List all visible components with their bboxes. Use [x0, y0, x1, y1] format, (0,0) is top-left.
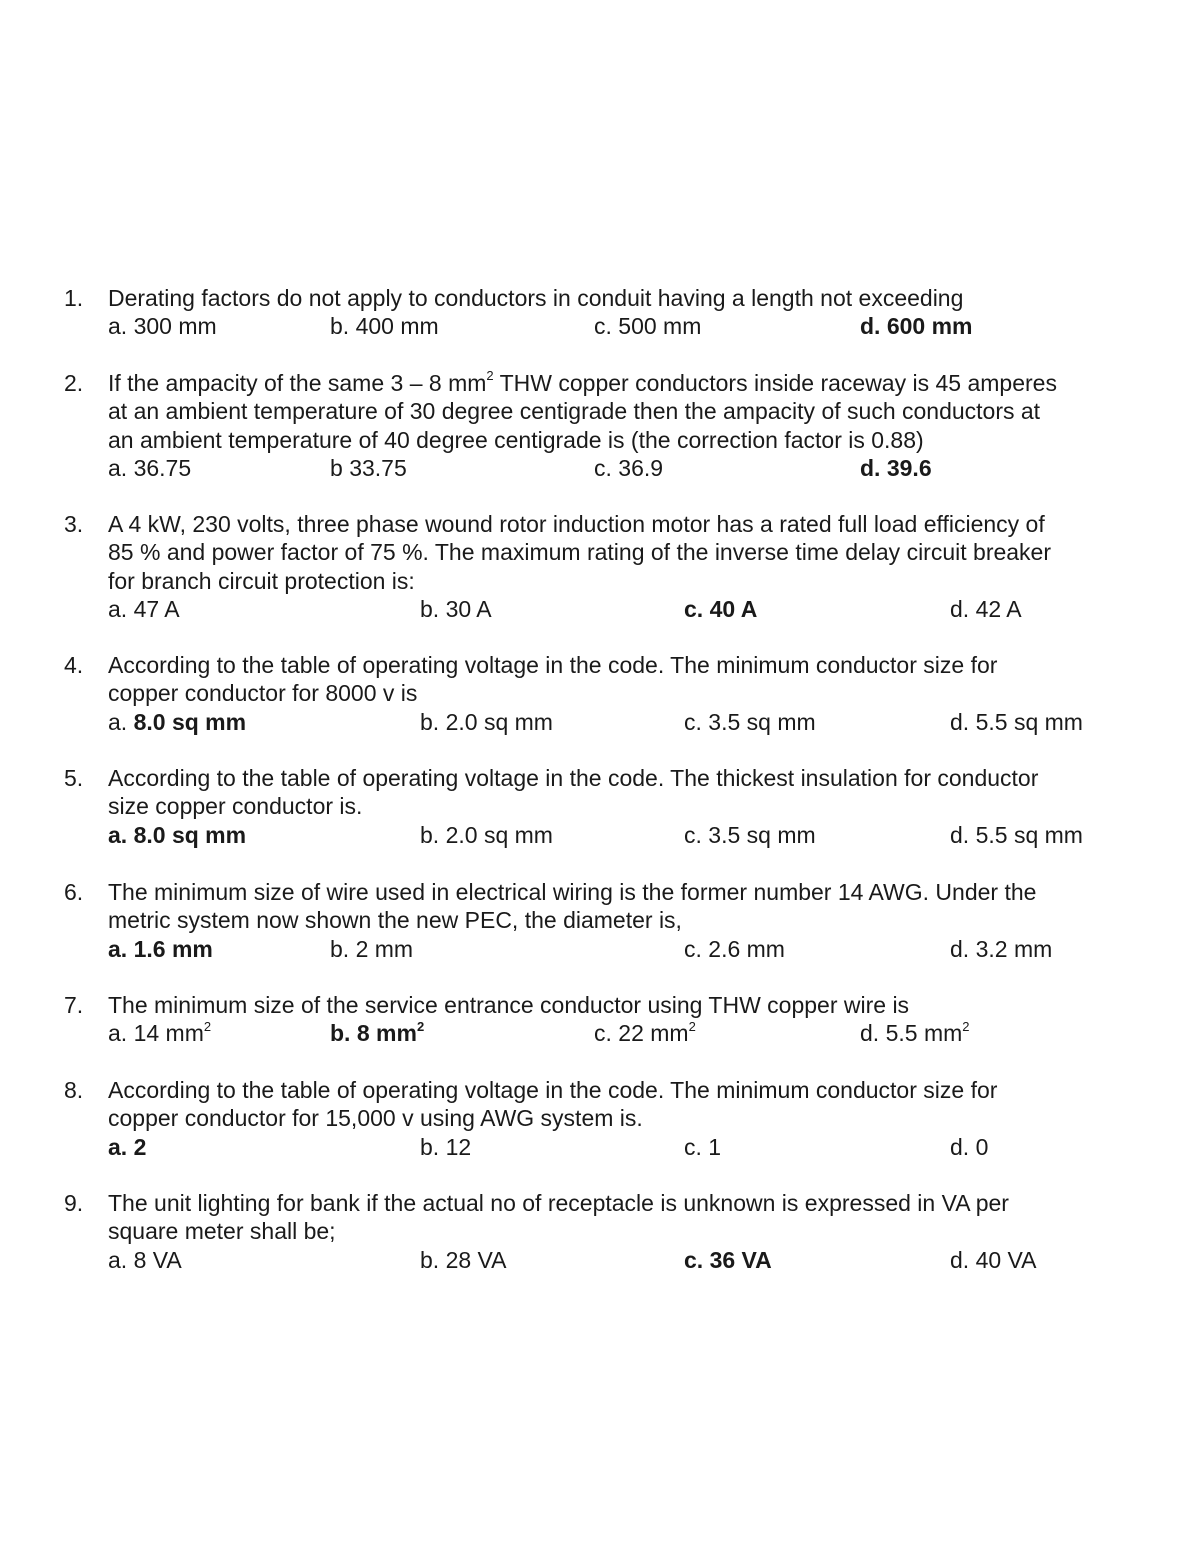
option-d: d. 5.5 $mm^2$ [860, 1018, 970, 1047]
option-b: b. 400 mm [330, 313, 439, 340]
option-d: d. 5.5 sq mm [950, 708, 1083, 735]
question-text: for branch circuit protection is: [108, 567, 415, 594]
question-body [108, 1076, 1148, 1161]
question-text: at an ambient temperature of 30 degree centigrade then the ampacity of such conductors at [108, 398, 1041, 425]
option-d-answer: d. 39.6 [860, 455, 932, 482]
question-number: 4. [64, 652, 84, 678]
option-d: d. 5.5 sq mm [950, 821, 1083, 848]
question-body [108, 991, 1148, 1048]
question-text: Derating factors do not apply to conductors in conduit having a length not exceeding [108, 285, 964, 311]
question-text: The unit lighting for bank if the actual no of receptacle is unknown is expressed in VA per [108, 1190, 1009, 1216]
answer-options [108, 1246, 1148, 1274]
option-a: a. 14 $mm^2$ [108, 1018, 212, 1047]
option-c: c. 500 mm [594, 313, 702, 340]
question-body [108, 1189, 1148, 1274]
answer-options [108, 454, 1148, 482]
question-number: 8. [64, 1077, 84, 1103]
question-text: According to the table of operating voltage in the code. The thickest insulation for conductor [108, 765, 1039, 791]
question-body [108, 651, 1148, 736]
option-b: b. 2.0 sq mm [420, 821, 553, 848]
option-b: b. 28 VA [420, 1246, 507, 1273]
option-a-answer: a. 8.0 sq mm [108, 821, 247, 848]
option-c: c. 3.5 sq mm [684, 708, 816, 735]
option-b: b. 12 [420, 1133, 472, 1160]
question-text: copper conductor for 15,000 v using AWG system is. [108, 1105, 643, 1132]
question-text: 85 % and power factor of 75 %. The maximum rating of the inverse time delay circuit breaker [108, 539, 1052, 566]
option-c: c. 1 [684, 1133, 722, 1160]
question-text: According to the table of operating voltage in the code. The minimum conductor size for [108, 652, 998, 678]
answer-options [108, 312, 1148, 340]
option-d: d. 42 A [950, 596, 1022, 623]
question-body [108, 510, 1148, 624]
question-number: 9. [64, 1190, 84, 1216]
question-text: The minimum size of the service entrance conductor using THW copper wire is [108, 992, 910, 1018]
option-c-answer: c. 36 VA [684, 1246, 772, 1273]
option-b-answer: b. 8 $mm^2$ [330, 1018, 425, 1047]
question-body [108, 878, 1148, 963]
option-a-answer: a. 8.0 sq mm [108, 708, 247, 735]
option-a: a. 47 A [108, 596, 180, 623]
option-d: d. 40 VA [950, 1246, 1037, 1273]
question-text: square meter shall be; [108, 1218, 336, 1245]
question-body [108, 284, 1148, 341]
question-number: 1. [64, 285, 84, 311]
option-b: b 33.75 [330, 455, 407, 482]
option-b: b. 2.0 sq mm [420, 708, 553, 735]
answer-options [108, 935, 1148, 963]
option-a: a. 300 mm [108, 313, 217, 340]
question-body [108, 764, 1148, 849]
option-a-answer: a. 2 [108, 1133, 147, 1160]
option-a: a. 8 VA [108, 1246, 182, 1273]
question-text: The minimum size of wire used in electrical wiring is the former number 14 AWG. Under the [108, 879, 1037, 905]
option-d: d. 0 [950, 1133, 989, 1160]
option-c: c. 2.6 mm [684, 935, 785, 962]
question-body [108, 369, 1148, 483]
option-a: a. 36.75 [108, 455, 192, 482]
option-c: c. 22 $mm^2$ [594, 1018, 696, 1047]
answer-options [108, 1133, 1148, 1161]
answer-options [108, 708, 1148, 736]
answer-options [108, 595, 1148, 623]
option-b: b. 30 A [420, 596, 492, 623]
option-d-answer: d. 600 mm [860, 313, 973, 340]
option-d: d. 3.2 mm [950, 935, 1053, 962]
question-number: 7. [64, 992, 84, 1018]
question-text: If the ampacity of the same 3 – 8 $mm^2$ THW copper conductors inside raceway is 45 amperes [108, 368, 1057, 396]
question-text: metric system now shown the new PEC, the diameter is, [108, 907, 682, 934]
option-c: c. 3.5 sq mm [684, 821, 816, 848]
question-number: 6. [64, 879, 84, 905]
question-text: size copper conductor is. [108, 793, 363, 820]
question-text: A 4 kW, 230 volts, three phase wound rotor induction motor has a rated full load efficiency of [108, 511, 1045, 537]
answer-options [108, 1019, 1148, 1047]
question-text: copper conductor for 8000 v is [108, 680, 418, 707]
question-number: 5. [64, 765, 84, 791]
answer-options [108, 821, 1148, 849]
question-text: an ambient temperature of 40 degree centigrade is (the correction factor is 0.88) [108, 426, 924, 453]
option-a-answer: a. 1.6 mm [108, 935, 213, 962]
question-number: 2. [64, 370, 84, 396]
option-c: c. 36.9 [594, 455, 664, 482]
option-b: b. 2 mm [330, 935, 414, 962]
question-text: According to the table of operating voltage in the code. The minimum conductor size for [108, 1077, 998, 1103]
option-c-answer: c. 40 A [684, 596, 758, 623]
question-number: 3. [64, 511, 84, 537]
